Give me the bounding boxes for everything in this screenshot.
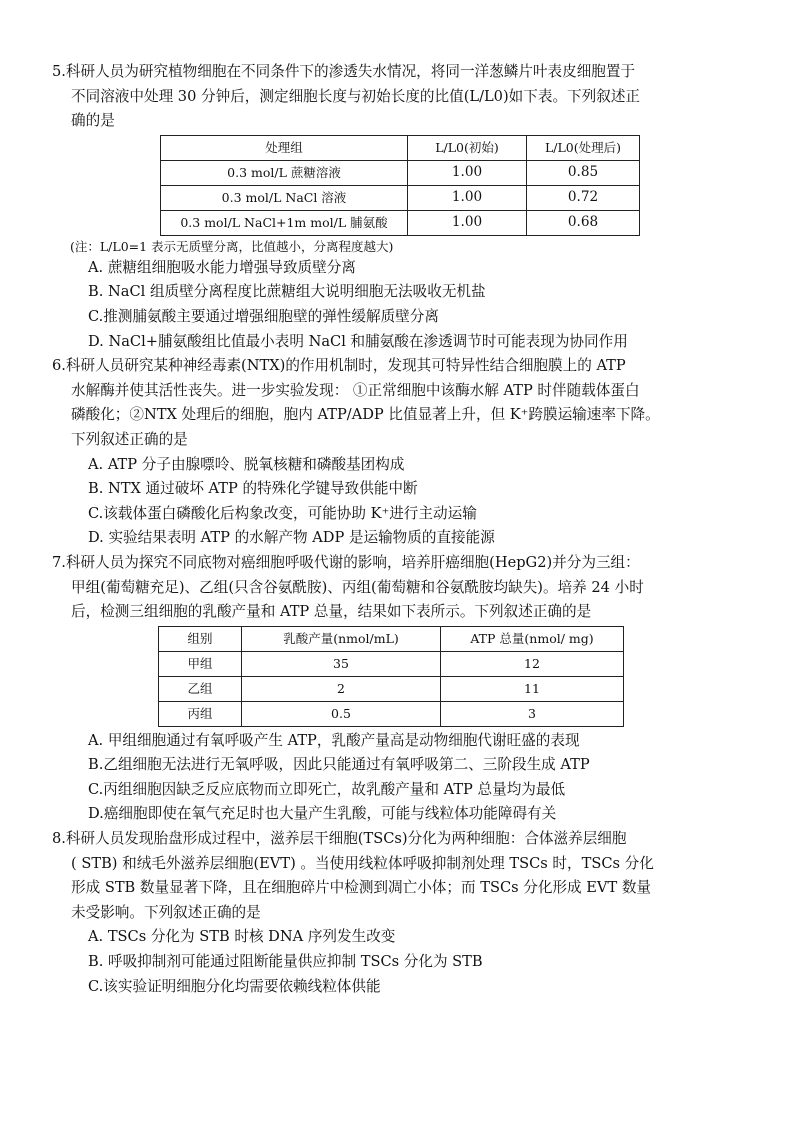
option-c: C.该实验证明细胞分化均需要依赖线粒体供能: [88, 977, 381, 995]
question-8-stem-line: 8.科研人员发现胎盘形成过程中，滋养层干细胞(TSCs)分化为两种细胞：合体滋养层细胞: [52, 830, 627, 848]
option-b: B. NaCl 组质壁分离程度比蔗糖组大说明细胞无法吸收无机盐: [88, 283, 486, 301]
table-cell: 2: [242, 676, 441, 701]
option-b: B. 呼吸抑制剂可能通过阻断能量供应抑制 TSCs 分化为 STB: [88, 953, 483, 971]
option-b: B. NTX 通过破坏 ATP 的特殊化学键导致供能中断: [88, 480, 418, 498]
table-cell: 0.3 mol/L NaCl 溶液: [161, 185, 408, 210]
table-cell: 甲组: [159, 651, 242, 676]
option-d: D. 实验结果表明 ATP 的水解产物 ADP 是运输物质的直接能源: [88, 529, 495, 547]
table-cell: 0.85: [527, 160, 640, 185]
table-cell: 1.00: [408, 210, 527, 235]
question-6-stem-line: 6.科研人员研究某种神经毒素(NTX)的作用机制时，发现其可特异性结合细胞膜上的 ATP: [52, 357, 626, 375]
table-cell: 11: [441, 676, 624, 701]
question-8-stem-line: 形成 STB 数量显著下降，且在细胞碎片中检测到凋亡小体；而 TSCs 分化形成 EVT 数量: [71, 879, 652, 897]
question-6-stem-line: 水解酶并使其活性丧失。进一步实验发现： ①正常细胞中该酶水解 ATP 时伴随载体蛋白: [71, 381, 640, 399]
question-6-stem-line: 下列叙述正确的是: [71, 430, 188, 448]
option-c: C.该载体蛋白磷酸化后构象改变，可能协助 K⁺进行主动运输: [88, 504, 477, 522]
option-a: A. TSCs 分化为 STB 时核 DNA 序列发生改变: [88, 928, 396, 946]
table-header-cell: ATP 总量(nmol/ mg): [441, 626, 624, 651]
question-7-stem-line: 甲组(葡萄糖充足)、乙组(只含谷氨酰胺)、丙组(葡萄糖和谷氨酰胺均缺失)。培养 24 小时: [71, 578, 644, 596]
question-5: [52, 60, 747, 354]
table-row: [161, 160, 640, 185]
option-b: B.乙组细胞无法进行无氧呼吸，因此只能通过有氧呼吸第二、三阶段生成 ATP: [88, 756, 590, 774]
question-7-stem-line: 后，检测三组细胞的乳酸产量和 ATP 总量，结果如下表所示。下列叙述正确的是: [71, 603, 592, 621]
table-header-cell: L/L0(处理后): [527, 135, 640, 160]
option-a: A. 蔗糖组细胞吸水能力增强导致质壁分离: [88, 258, 356, 276]
table-cell: 3: [441, 701, 624, 726]
option-c: C.丙组细胞因缺乏反应底物而立即死亡，故乳酸产量和 ATP 总量均为最低: [88, 780, 566, 798]
question-5-stem-line: 不同溶液中处理 30 分钟后，测定细胞长度与初始长度的比值(L/L0)如下表。下列叙述正: [71, 87, 641, 105]
option-c: C.推测脯氨酸主要通过增强细胞壁的弹性缓解质壁分离: [88, 307, 439, 325]
table-row: [161, 210, 640, 235]
question-6: [52, 354, 747, 551]
table-row: [161, 185, 640, 210]
question-5-stem-line: 5.科研人员为研究植物细胞在不同条件下的渗透失水情况，将同一洋葱鳞片叶表皮细胞置于: [52, 63, 636, 80]
table-row: [159, 651, 624, 676]
option-d: D.癌细胞即使在氧气充足时也大量产生乳酸，可能与线粒体功能障碍有关: [88, 805, 557, 823]
option-d: D. NaCl+脯氨酸组比值最小表明 NaCl 和脯氨酸在渗透调节时可能表现为协同作用: [88, 332, 628, 350]
table-cell: 12: [441, 651, 624, 676]
table-cell: 1.00: [408, 185, 527, 210]
table-header-cell: 乳酸产量(nmol/mL): [242, 626, 441, 651]
table-row: [159, 701, 624, 726]
table-cell: 0.72: [527, 185, 640, 210]
question-8-stem-line: 未受影响。下列叙述正确的是: [71, 903, 261, 921]
table-cell: 0.68: [527, 210, 640, 235]
table-cell: 丙组: [159, 701, 242, 726]
table-cell: 0.3 mol/L NaCl+1m mol/L 脯氨酸: [161, 210, 408, 235]
table-header-row: [161, 135, 640, 160]
question-6-stem-line: 磷酸化；②NTX 处理后的细胞，胞内 ATP/ADP 比值显著上升，但 K⁺跨膜运输速率下降。: [71, 406, 660, 424]
question-8: [52, 827, 747, 999]
table-cell: 0.5: [242, 701, 441, 726]
table-cell: 乙组: [159, 676, 242, 701]
table-header-cell: L/L0(初始): [408, 135, 527, 160]
question-5-table-note: (注：L/L0=1 表示无质壁分离，比值越小，分离程度越大): [70, 238, 394, 254]
question-7: [52, 551, 747, 827]
question-5-table: [160, 135, 640, 236]
table-header-cell: 组别: [159, 626, 242, 651]
question-5-stem-line: 确的是: [71, 112, 115, 130]
exam-page: [52, 60, 747, 999]
table-row: [159, 676, 624, 701]
option-a: A. ATP 分子由腺嘌呤、脱氧核糖和磷酸基团构成: [88, 455, 405, 473]
question-8-stem-line: ( STB) 和绒毛外滋养层细胞(EVT) 。当使用线粒体呼吸抑制剂处理 TSCs 时，TSCs 分化: [71, 854, 654, 872]
table-header-cell: 处理组: [161, 135, 408, 160]
table-cell: 35: [242, 651, 441, 676]
table-cell: 0.3 mol/L 蔗糖溶液: [161, 160, 408, 185]
option-a: A. 甲组细胞通过有氧呼吸产生 ATP，乳酸产量高是动物细胞代谢旺盛的表现: [88, 731, 580, 749]
table-header-row: [159, 626, 624, 651]
question-7-table: [158, 626, 624, 727]
table-cell: 1.00: [408, 160, 527, 185]
question-7-stem-line: 7.科研人员为探究不同底物对癌细胞呼吸代谢的影响，培养肝癌细胞(HepG2)并分为三组：: [52, 553, 640, 571]
